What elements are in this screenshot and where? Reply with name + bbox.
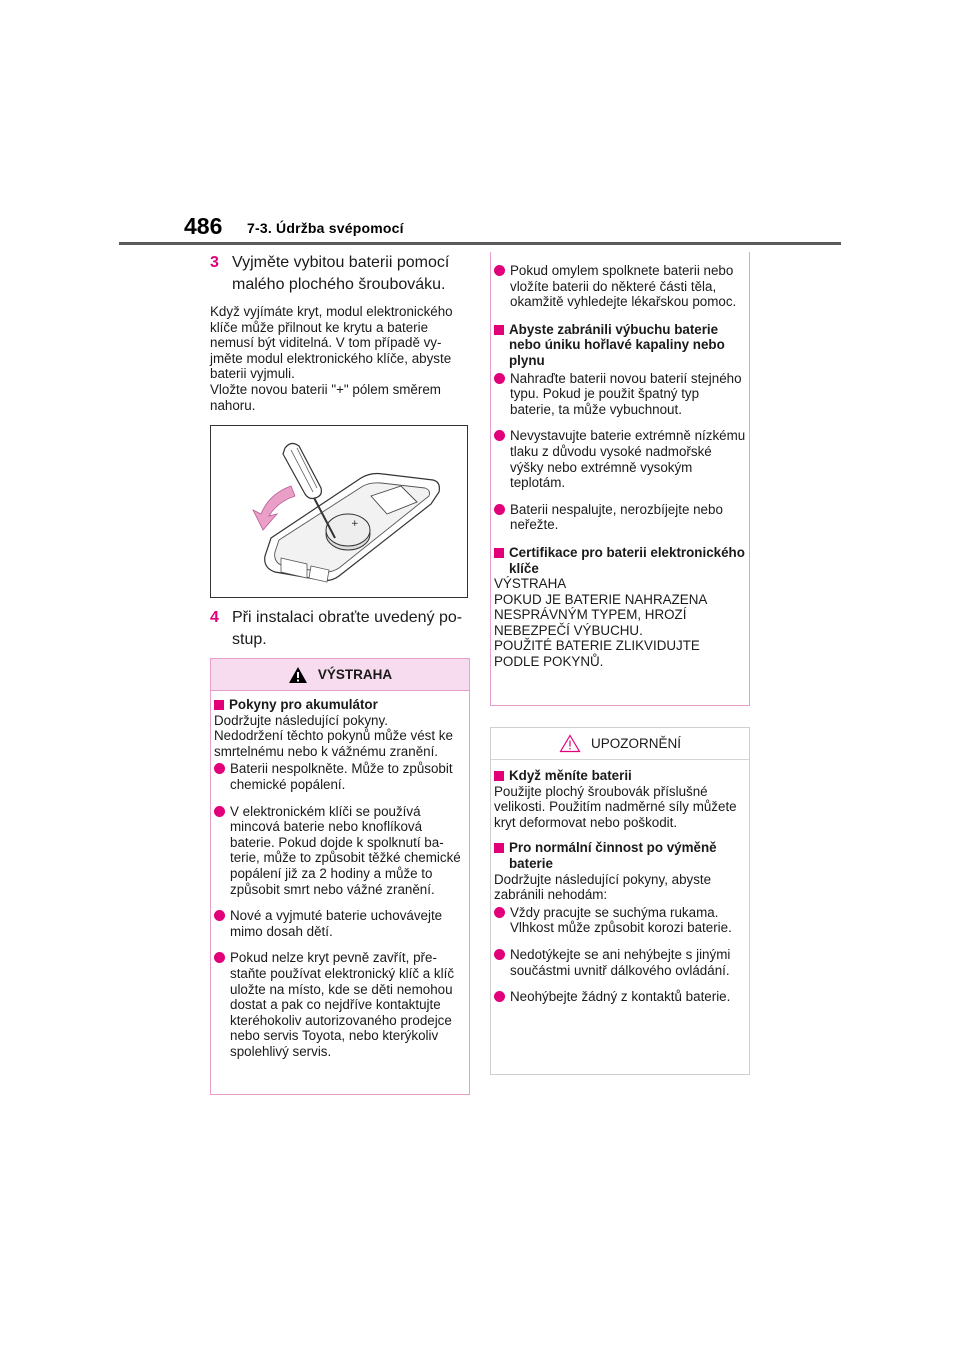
cert-line: PODLE POKYNŮ. bbox=[494, 654, 604, 670]
notice-header bbox=[491, 728, 749, 760]
header-divider bbox=[119, 242, 841, 245]
battery-removal-figure bbox=[210, 425, 468, 598]
caution-triangle-icon bbox=[559, 734, 581, 753]
list-item: Nahraďte baterii novou baterií stejného typu. Pokud je použit špatný typ baterie, ta může vybuchnout. bbox=[494, 371, 746, 418]
round-bullet-icon bbox=[494, 265, 505, 276]
square-bullet-icon bbox=[214, 700, 224, 710]
step-4 bbox=[210, 607, 468, 651]
battery-plus-mark: + bbox=[351, 519, 359, 530]
left-column bbox=[210, 252, 468, 651]
warning-paragraph: Nedodržení těchto pokynů může vést ke smrtelnému nebo k vážnému zranění. bbox=[214, 728, 453, 759]
section-title: 7-3. Údržba svépomocí bbox=[247, 220, 404, 236]
square-bullet-icon bbox=[494, 771, 504, 781]
list-item: Baterii nespolkněte. Může to způsobit chemické popálení. bbox=[214, 761, 466, 792]
warning-triangle-icon bbox=[288, 666, 308, 684]
warning-paragraph: Dodržujte následující pokyny. bbox=[214, 712, 388, 728]
round-bullet-icon bbox=[494, 991, 505, 1002]
page-number: 486 bbox=[184, 213, 223, 239]
square-bullet-icon bbox=[494, 325, 504, 335]
list-item: Pokud nelze kryt pevně zavřít, přestaňte používat elektronický klíč a klíč uložte na místo, kde se děti nemohou dostat a pak co nejdříve kontaktujte kteréhokoliv autorizovaného prodejce nebo servis Toyota, nebo kterýkoliv spolehlivý servis. bbox=[214, 950, 466, 1059]
round-bullet-icon bbox=[494, 430, 505, 441]
warning-header bbox=[211, 659, 469, 691]
cert-line: VÝSTRAHA bbox=[494, 576, 567, 592]
square-bullet-icon bbox=[494, 843, 504, 853]
round-bullet-icon bbox=[494, 907, 505, 918]
notice-heading: Pro normální činnost po výměně baterie bbox=[494, 840, 746, 871]
warning-heading: Pokyny pro akumulátor bbox=[214, 697, 466, 713]
square-bullet-icon bbox=[494, 548, 504, 558]
step-3-description: Když vyjímáte kryt, modul elektronického klíče může přilnout ke krytu a baterie nemusí být viditelná. V tom případě vyjměte modul elektronického klíče, abyste baterii vyjmuli. bbox=[210, 304, 453, 382]
notice-paragraph: Dodržujte následující pokyny, abyste zabránili nehodám: bbox=[494, 871, 712, 903]
key-fob-illustration bbox=[211, 426, 467, 597]
step-text: Vyjměte vybitou baterii pomocí malého plochého šroubováku. bbox=[232, 254, 450, 293]
warning-heading: Abyste zabránili výbuchu baterie nebo úniku hořlavé kapaliny nebo plynu bbox=[494, 322, 746, 369]
step-3 bbox=[210, 252, 468, 296]
list-item: Nové a vyjmuté baterie uchovávejte mimo dosah dětí. bbox=[214, 908, 466, 939]
warning-body bbox=[491, 252, 749, 670]
list-item: Vždy pracujte se suchýma rukama. Vlhkost může způsobit korozi baterie. bbox=[494, 905, 746, 936]
notice-paragraph: Použijte plochý šroubovák příslušné velikosti. Použitím nadměrné síly můžete kryt deformovat nebo poškodit. bbox=[494, 783, 737, 830]
warning-heading: Certifikace pro baterii elektronického klíče bbox=[494, 545, 746, 576]
cert-line: NESPRÁVNÝM TYPEM, HROZÍ bbox=[494, 607, 687, 623]
list-item: Baterii nespalujte, nerozbíjejte nebo neřežte. bbox=[494, 502, 746, 533]
warning-title: VÝSTRAHA bbox=[317, 667, 393, 682]
notice-body bbox=[491, 760, 749, 1005]
warning-body bbox=[211, 691, 469, 1059]
cert-line: POUŽITÉ BATERIE ZLIKVIDUJTE bbox=[494, 638, 700, 654]
round-bullet-icon bbox=[214, 763, 225, 774]
round-bullet-icon bbox=[494, 504, 505, 515]
round-bullet-icon bbox=[214, 806, 225, 817]
notice-box bbox=[490, 727, 750, 1075]
list-item: Neohýbejte žádný z kontaktů baterie. bbox=[494, 989, 746, 1005]
notice-title: UPOZORNĚNÍ bbox=[590, 736, 681, 751]
step-text: Při instalaci obraťte uvedený postup. bbox=[232, 609, 463, 649]
round-bullet-icon bbox=[214, 952, 225, 963]
list-item: Nevystavujte baterie extrémně nízkému tlaku z důvodu vysoké nadmořské výšky nebo extrémně vysokým teplotám. bbox=[494, 428, 746, 490]
list-item: Nedotýkejte se ani nehýbejte s jinými součástmi uvnitř dálkového ovládání. bbox=[494, 947, 746, 978]
step-3-note: Vložte novou baterii "+" pólem směrem nahoru. bbox=[210, 381, 441, 413]
list-item: V elektronickém klíči se používá mincová baterie nebo knoflíková baterie. Pokud dojde k spolknutí baterie, může to způsobit těžké chemické popálení již za 2 hodiny a může to způsobit smrt nebo vážné zranění. bbox=[214, 804, 466, 898]
list-item: Pokud omylem spolknete baterii nebo vložíte baterii do některé části těla, okamžitě vyhledejte lékařskou pomoc. bbox=[494, 263, 746, 310]
warning-box bbox=[210, 658, 470, 1095]
round-bullet-icon bbox=[494, 949, 505, 960]
step-number: 3 bbox=[210, 254, 219, 271]
cert-line: NEBEZPEČÍ VÝBUCHU. bbox=[494, 622, 643, 638]
round-bullet-icon bbox=[214, 910, 225, 921]
notice-heading: Když měníte baterii bbox=[494, 768, 746, 784]
round-bullet-icon bbox=[494, 373, 505, 384]
step-number: 4 bbox=[210, 609, 219, 627]
warning-box-continued bbox=[490, 252, 750, 706]
cert-line: POKUD JE BATERIE NAHRAZENA bbox=[494, 591, 708, 607]
